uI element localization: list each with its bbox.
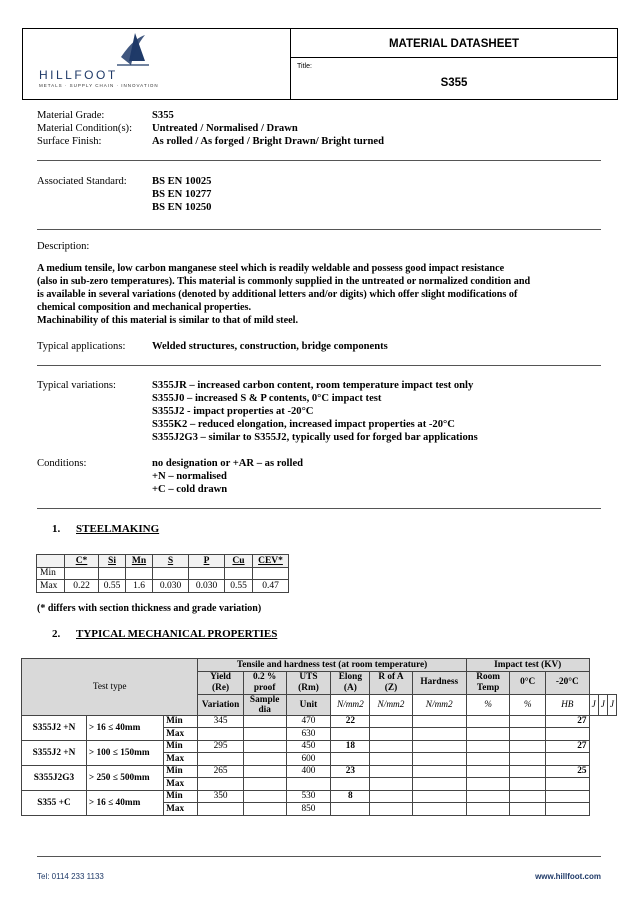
mech-data-row	[22, 790, 617, 803]
section-title: STEELMAKING	[76, 523, 160, 535]
mech-value-cell	[545, 778, 589, 791]
footer-divider	[37, 856, 601, 857]
mech-value-cell	[370, 765, 412, 778]
test-type-header: Test type	[22, 659, 198, 716]
divider	[37, 160, 601, 161]
col-header-yield	[198, 671, 244, 694]
chemistry-header-row	[37, 555, 289, 568]
unit-cell: N/mm2	[412, 694, 466, 715]
section-number: 2.	[52, 628, 61, 640]
mech-value-cell	[545, 728, 589, 741]
mech-value-cell: 23	[331, 765, 370, 778]
chemistry-row-label: Min	[37, 567, 65, 580]
mech-value-cell	[466, 715, 510, 728]
mech-value-cell	[370, 803, 412, 816]
mech-data-row	[22, 715, 617, 728]
sample-dia-cell: > 16 ≤ 40mm	[86, 715, 163, 740]
mechanical-table-body	[22, 715, 617, 815]
steelmaking-heading	[52, 523, 159, 535]
condition-item: +C – cold drawn	[152, 484, 228, 495]
mechanical-heading	[52, 628, 277, 640]
col-header-elong-line1: Elong	[338, 671, 362, 682]
logo-tagline: METALS · SUPPLY CHAIN · INNOVATION	[39, 83, 159, 88]
mech-value-cell	[510, 715, 546, 728]
mech-value-cell	[198, 778, 244, 791]
col-header-uts	[286, 671, 331, 694]
mech-value-cell	[412, 790, 466, 803]
mech-value-cell	[198, 803, 244, 816]
chemistry-row-min	[37, 567, 289, 580]
mech-value-cell	[510, 728, 546, 741]
chemistry-cell	[253, 567, 289, 580]
mech-value-cell	[545, 753, 589, 766]
mech-value-cell	[331, 753, 370, 766]
title-value: S355	[440, 77, 468, 89]
sample-dia-cell: > 250 ≤ 500mm	[86, 765, 163, 790]
variation-item: S355J0 – increased S & P contents, 0°C impact test	[152, 393, 382, 404]
condition-item: +N – normalised	[152, 471, 227, 482]
condition-item: no designation or +AR – as rolled	[152, 458, 304, 469]
description-line: (also in sub-zero temperatures). This material is commonly supplied in the untreated or normalized condition and	[37, 276, 531, 287]
mech-value-cell	[370, 728, 412, 741]
mech-value-cell	[243, 715, 286, 728]
unit-label-cell: Max	[164, 753, 198, 766]
unit-cell: J	[598, 694, 607, 715]
sample-dia-cell: > 100 ≤ 150mm	[86, 740, 163, 765]
description-line: A medium tensile, low carbon manganese steel which is readily weldable and possess good impact resistance	[37, 263, 505, 274]
col-header-uts-line2: (Rm)	[298, 682, 319, 693]
col-header-room-line1: Room	[476, 671, 500, 682]
chemistry-cell	[225, 567, 253, 580]
mech-value-cell	[198, 753, 244, 766]
mech-value-cell	[243, 753, 286, 766]
chemistry-cell: 0.22	[65, 580, 99, 593]
mech-value-cell	[466, 765, 510, 778]
mech-value-cell	[466, 753, 510, 766]
mechanical-table	[21, 658, 617, 816]
mech-value-cell	[243, 778, 286, 791]
mech-value-cell	[412, 765, 466, 778]
mech-value-cell: 345	[198, 715, 244, 728]
mech-value-cell	[243, 728, 286, 741]
mech-value-cell	[370, 740, 412, 753]
mech-value-cell	[510, 803, 546, 816]
mech-value-cell	[331, 778, 370, 791]
unit-label-cell: Min	[164, 790, 198, 803]
unit-label-cell: Max	[164, 728, 198, 741]
document-header	[22, 28, 618, 100]
chemistry-col-header: Cu	[225, 555, 253, 568]
col-header-hardness: Hardness	[412, 671, 466, 694]
mech-value-cell	[545, 790, 589, 803]
mech-value-cell	[243, 765, 286, 778]
chemistry-cell	[189, 567, 225, 580]
sub-header-sample: Sample dia	[243, 694, 286, 715]
mech-value-cell	[286, 778, 331, 791]
mech-value-cell	[243, 803, 286, 816]
mech-value-cell	[466, 790, 510, 803]
col-header-yield-line1: Yield	[210, 671, 231, 682]
mech-value-cell	[243, 740, 286, 753]
conditions-label: Conditions:	[37, 458, 87, 469]
mech-value-cell: 530	[286, 790, 331, 803]
section-number: 1.	[52, 523, 61, 535]
mech-value-cell	[412, 778, 466, 791]
standard-item: BS EN 10277	[152, 189, 212, 200]
chemistry-table	[36, 554, 289, 593]
applications-label: Typical applications:	[37, 341, 126, 352]
col-header-room-line2: Temp	[476, 682, 500, 693]
mech-value-cell	[466, 803, 510, 816]
divider	[37, 508, 601, 509]
mech-value-cell	[466, 728, 510, 741]
mech-value-cell	[331, 728, 370, 741]
variation-cell: S355 +C	[22, 790, 87, 815]
mech-value-cell: 8	[331, 790, 370, 803]
mech-value-cell: 265	[198, 765, 244, 778]
finish-value: As rolled / As forged / Bright Drawn/ Bright turned	[152, 136, 384, 147]
variations-label: Typical variations:	[37, 380, 116, 391]
unit-label-cell: Min	[164, 715, 198, 728]
footer-website-link[interactable]: www.hillfoot.com	[535, 872, 601, 881]
chemistry-col-header: P	[189, 555, 225, 568]
chemistry-cell: 0.030	[189, 580, 225, 593]
description-line: Machinability of this material is similar to that of mild steel.	[37, 315, 298, 326]
mech-value-cell	[412, 728, 466, 741]
unit-cell: J	[607, 694, 616, 715]
mech-value-cell	[545, 803, 589, 816]
chemistry-row-max	[37, 580, 289, 593]
standard-item: BS EN 10250	[152, 202, 212, 213]
mech-value-cell	[412, 715, 466, 728]
unit-cell: HB	[545, 694, 589, 715]
sample-dia-cell: > 16 ≤ 40mm	[86, 790, 163, 815]
unit-label-cell: Min	[164, 740, 198, 753]
tensile-group-header: Tensile and hardness test (at room temperature)	[198, 659, 467, 672]
unit-cell: N/mm2	[370, 694, 412, 715]
col-header-proof-line1: 0.2 %	[253, 671, 277, 682]
chemistry-col-header: CEV*	[253, 555, 289, 568]
mech-value-cell: 630	[286, 728, 331, 741]
chemistry-col-header: Si	[99, 555, 126, 568]
unit-cell: %	[510, 694, 546, 715]
variation-item: S355K2 – reduced elongation, increased impact properties at -20°C	[152, 419, 455, 430]
title-label: Title:	[297, 63, 312, 70]
variation-cell: S355J2G3	[22, 765, 87, 790]
hillfoot-sail-logo-icon	[111, 31, 155, 71]
mech-value-cell	[331, 803, 370, 816]
chemistry-cell: 1.6	[126, 580, 153, 593]
chemistry-cell: 0.55	[99, 580, 126, 593]
applications-value: Welded structures, construction, bridge components	[152, 341, 388, 352]
col-header-yield-line2: (Re)	[212, 682, 230, 693]
chemistry-cell: 0.55	[225, 580, 253, 593]
variation-item: S355J2 - impact properties at -20°C	[152, 406, 314, 417]
col-header-proof	[243, 671, 286, 694]
finish-label: Surface Finish:	[37, 136, 102, 147]
mech-value-cell	[510, 778, 546, 791]
mech-value-cell: 350	[198, 790, 244, 803]
mech-value-cell	[198, 728, 244, 741]
footer-phone: Tel: 0114 233 1133	[37, 872, 104, 881]
description-label: Description:	[37, 241, 90, 252]
variation-item: S355JR – increased carbon content, room temperature impact test only	[152, 380, 474, 391]
chemistry-row-label: Max	[37, 580, 65, 593]
mech-value-cell: 600	[286, 753, 331, 766]
col-header-rofa-line2: (Z)	[384, 682, 398, 693]
sub-header-unit: Unit	[286, 694, 331, 715]
mech-value-cell: 25	[545, 765, 589, 778]
mech-value-cell: 450	[286, 740, 331, 753]
col-header-elong-line2: (A)	[343, 682, 357, 693]
mech-value-cell: 400	[286, 765, 331, 778]
mech-value-cell	[466, 740, 510, 753]
mech-value-cell	[370, 753, 412, 766]
mech-data-row	[22, 740, 617, 753]
condition-label: Material Condition(s):	[37, 123, 133, 134]
chemistry-cell	[65, 567, 99, 580]
chemistry-note: (* differs with section thickness and grade variation)	[37, 603, 262, 614]
mech-value-cell: 295	[198, 740, 244, 753]
col-header-uts-line1: UTS	[299, 671, 318, 682]
grade-value: S355	[152, 110, 174, 121]
mech-value-cell: 18	[331, 740, 370, 753]
mech-value-cell	[510, 753, 546, 766]
chemistry-cell	[126, 567, 153, 580]
condition-value: Untreated / Normalised / Drawn	[152, 123, 298, 134]
mech-group-header-row	[22, 659, 617, 672]
chemistry-cell: 0.47	[253, 580, 289, 593]
section-title: TYPICAL MECHANICAL PROPERTIES	[76, 628, 278, 640]
mech-value-cell	[510, 740, 546, 753]
col-header-minus20c: -20°C	[545, 671, 589, 694]
mech-data-row	[22, 765, 617, 778]
chemistry-cell	[99, 567, 126, 580]
standard-item: BS EN 10025	[152, 176, 212, 187]
mech-value-cell	[370, 790, 412, 803]
unit-cell: N/mm2	[331, 694, 370, 715]
col-header-rofa-line1: R of A	[378, 671, 404, 682]
impact-group-header: Impact test (KV)	[466, 659, 589, 672]
standard-label: Associated Standard:	[37, 176, 127, 187]
logo-brand-name: HILLFOOT	[39, 68, 118, 82]
unit-cell: J	[589, 694, 598, 715]
chemistry-cell	[153, 567, 189, 580]
mech-value-cell	[510, 765, 546, 778]
mech-value-cell	[243, 790, 286, 803]
mech-value-cell	[412, 740, 466, 753]
doc-type-cell	[291, 29, 617, 58]
chemistry-cell: 0.030	[153, 580, 189, 593]
col-header-room-temp	[466, 671, 510, 694]
description-line: is available in several variations (denoted by additional letters and/or digits) which offer slight modifications of	[37, 289, 518, 300]
unit-label-cell: Max	[164, 803, 198, 816]
unit-label-cell: Min	[164, 765, 198, 778]
logo-cell	[23, 29, 291, 99]
mech-value-cell: 470	[286, 715, 331, 728]
variation-cell: S355J2 +N	[22, 715, 87, 740]
mech-value-cell: 27	[545, 715, 589, 728]
chemistry-col-header: C*	[65, 555, 99, 568]
col-header-elong	[331, 671, 370, 694]
chemistry-col-header: S	[153, 555, 189, 568]
col-header-rofa	[370, 671, 412, 694]
divider	[37, 365, 601, 366]
mech-value-cell	[412, 753, 466, 766]
col-header-proof-line2: proof	[253, 682, 276, 693]
unit-cell: %	[466, 694, 510, 715]
col-header-0c: 0°C	[510, 671, 546, 694]
mech-value-cell	[370, 778, 412, 791]
chemistry-col-header: Mn	[126, 555, 153, 568]
mech-value-cell	[510, 790, 546, 803]
sub-header-variation: Variation	[198, 694, 244, 715]
mech-value-cell: 27	[545, 740, 589, 753]
grade-label: Material Grade:	[37, 110, 105, 121]
mech-value-cell	[370, 715, 412, 728]
mech-value-cell	[412, 803, 466, 816]
doc-type-title: MATERIAL DATASHEET	[388, 38, 520, 50]
variation-item: S355J2G3 – similar to S355J2, typically used for forged bar applications	[152, 432, 478, 443]
chemistry-corner-cell	[37, 555, 65, 568]
mech-value-cell	[466, 778, 510, 791]
description-line: chemical composition and mechanical properties.	[37, 302, 252, 313]
divider	[37, 229, 601, 230]
mech-value-cell: 850	[286, 803, 331, 816]
unit-label-cell: Max	[164, 778, 198, 791]
variation-cell: S355J2 +N	[22, 740, 87, 765]
mech-value-cell: 22	[331, 715, 370, 728]
